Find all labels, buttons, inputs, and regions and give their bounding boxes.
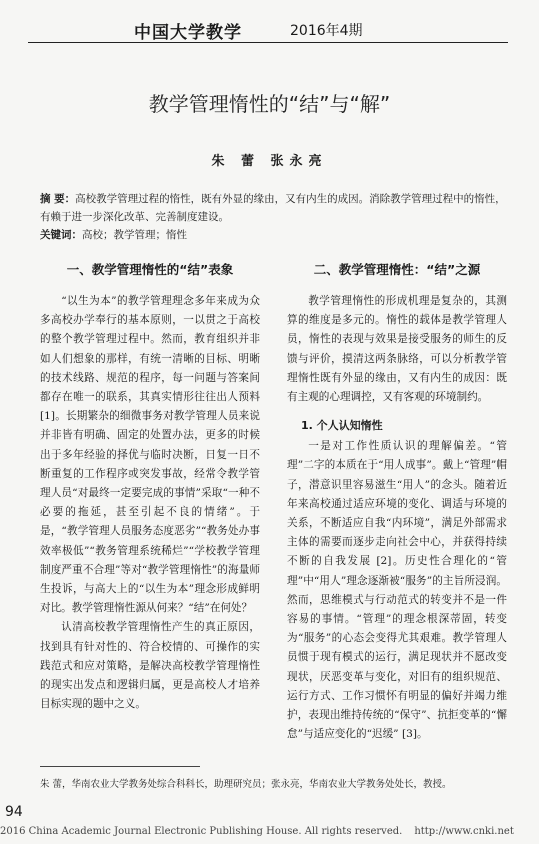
page-number: 94: [5, 804, 23, 820]
right-intro-paragraph: 教学管理惰性的形成机理是复杂的，其测算的维度是多元的。惰性的载体是教学管理人员，惰性的表现与效果是接受服务的师生的反馈与评价，摸清这两条脉络，可以分析教学管理惰性既有外显的缘由，又有内生的成因：既有主观的心理调控，又有客观的环境制约。: [287, 295, 507, 404]
journal-name: 中国大学教学: [134, 23, 242, 43]
left-column: [40, 260, 260, 714]
abstract: [40, 190, 510, 226]
keywords-text: 高校；教学管理；惰性: [82, 229, 187, 241]
keywords: [40, 226, 510, 244]
abstract-text: 高校教学管理过程的惰性，既有外显的缘由，又有内生的成因。消除教学管理过程中的惰性，有赖于进一步深化改革、完善制度建设。: [40, 193, 506, 223]
header-divider: [28, 42, 508, 43]
left-paragraph-2: 认清高校教学管理惰性产生的真正原因，找到具有针对性的、符合校情的、可操作的实践范式和应对策略，是解决高校教学管理惰性的现实出发点和逻辑归属，更是高校人才培养目标实现的题中之义。: [40, 621, 260, 711]
copyright-line: [0, 826, 539, 837]
keywords-label: 关键词：: [40, 229, 82, 241]
author-footnote: 朱 蕾，华南农业大学教务处综合科科长，助理研究员；张永亮，华南农业大学教务处处长，教授。: [40, 779, 452, 790]
issue-label: 2016年4期: [290, 23, 363, 39]
page-header: [0, 8, 539, 44]
section-title-1: 一、教学管理惰性的“结”表象: [66, 262, 234, 277]
footnote-divider: [40, 766, 200, 767]
article-title: 教学管理惰性的“结”与“解”: [148, 92, 391, 116]
abstract-label: 摘 要：: [40, 193, 76, 205]
copyright-text: 2016 China Academic Journal Electronic Publishing House. All rights reserved.: [0, 826, 403, 837]
right-column: [287, 260, 507, 744]
article-authors: 朱 蕾 张永亮: [211, 154, 328, 169]
left-paragraph-1: “以生为本”的教学管理理念多年来成为众多高校办学奉行的基本原则，一以贯之于高校的整个教学管理过程中。然而，教育组织并非如人们想象的那样，有统一清晰的目标、明晰的技术线路、规范的程序，每一问题与答案间都存在唯一的联系，其真实情形往往出人预料 [1]。长期繁杂的细微事务对教学管理人员来说并非皆有明确、固定的处置办法，更多的时候出于多年经验的择优与临时决断，日复一日不断重复的工作程序或突发事故，经常令教学管理人员“对最终一定要完成的事情”采取“一种不必要的拖延，甚至引起不良的情绪”。于是，“教学管理人员服务态度恶劣”“教务处办事效率极低”“教务管理系统稀烂”“学校教学管理制度严重不合理”等对“教学管理惰性”的海量师生投诉，与高大上的“以生为本”理念形成鲜明对比。教学管理惰性源从何来？“结”在何处？: [40, 295, 260, 615]
cnki-link[interactable]: http://www.cnki.net: [414, 826, 514, 837]
section-title-2: 二、教学管理惰性：“结”之源: [313, 262, 481, 277]
right-body-paragraph: 一是对工作性质认识的理解偏差。“管理”二字的本质在于“用人成事”。戴上“管理”帽子，潜意识里容易滋生“用人”的念头。随着近年来高校通过适应环境的变化、调适与环境的关系，不断适应自我“内环境”，满足外部需求主体的需要而逐步走向社会中心，并获得持续不断的自我发展 [2]。历史性合理化的“管理”中“用人”理念逐渐被“服务”的主旨所浸润。然而，思维模式与行动范式的转变并不是一件容易的事情。“管理”的理念根深蒂固，转变为“服务”的心态会变得尤其艰难。教学管理人员惯于现有模式的运行，满足现状并不愿改变现状，厌恶变革与变化，对旧有的组织规范、运行方式、工作习惯怀有明显的偏好并竭力维护，表现出维持传统的“保守”、抗拒变革的“懈怠”与适应变化的“迟缓” [3]。: [287, 440, 507, 741]
subsection-heading: 1. 个人认知惰性: [301, 419, 383, 433]
